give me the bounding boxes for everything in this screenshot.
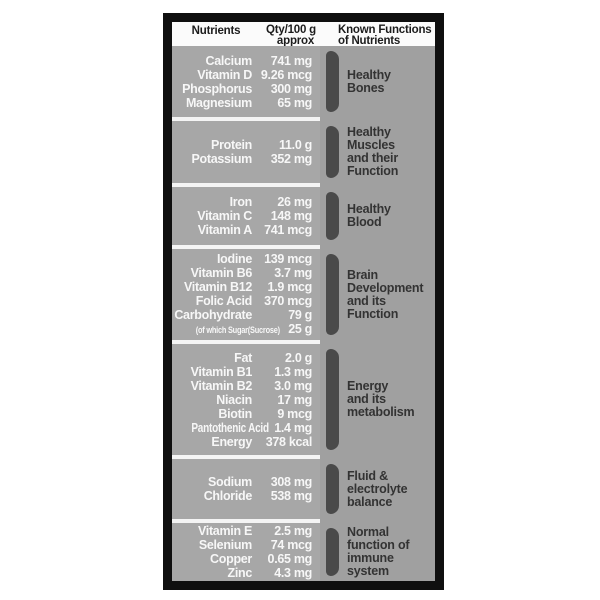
function-label-line: system — [347, 564, 389, 578]
function-label-line: and their — [347, 151, 398, 165]
function-label-line: Brain — [347, 267, 378, 282]
nutrient-row — [172, 538, 320, 552]
nutrient-value: 65 mg — [277, 95, 312, 110]
nutrient-section — [172, 523, 435, 581]
nutrient-name: Vitamin D — [197, 67, 252, 82]
nutrient-row — [172, 435, 320, 449]
nutrient-value: 25 g — [288, 321, 312, 336]
nutrient-name: Iron — [229, 195, 252, 209]
nutrient-name: Sodium — [207, 475, 252, 489]
nutrient-value: 74 mcg — [270, 538, 312, 552]
function-label-line: Blood — [347, 215, 382, 229]
nutrient-name: Phosphorus — [182, 81, 252, 96]
section-bracket-bar — [326, 51, 339, 112]
function-area — [320, 121, 435, 183]
nutrient-row — [172, 209, 320, 223]
section-bracket-bar — [326, 528, 339, 576]
nutrient-value: 1.4 mg — [274, 420, 312, 435]
function-area — [320, 46, 435, 117]
function-area — [320, 249, 435, 340]
nutrient-row — [172, 475, 320, 489]
nutrient-value: 378 kcal — [265, 434, 312, 449]
nutrient-row — [172, 96, 320, 110]
function-label-line: Function — [347, 164, 399, 178]
function-label — [347, 126, 398, 178]
nutrient-panel — [172, 249, 320, 340]
nutrient-name: Calcium — [205, 53, 252, 68]
nutrient-row — [172, 489, 320, 503]
function-label-line: Muscles — [347, 138, 395, 152]
header-qty-column — [260, 25, 322, 46]
nutrient-value: 139 mcg — [264, 251, 312, 266]
nutrient-section — [172, 187, 435, 245]
nutrient-value: 300 mg — [270, 81, 312, 96]
nutrient-value: 11.0 g — [279, 138, 312, 152]
section-bracket-bar — [326, 464, 339, 514]
nutrient-value: 308 mg — [270, 475, 312, 489]
nutrient-panel — [172, 459, 320, 519]
nutrition-label — [163, 13, 444, 590]
function-label-line: function of — [347, 538, 410, 552]
nutrient-name: Zinc — [227, 566, 252, 580]
nutrient-value: 2.0 g — [285, 350, 312, 365]
nutrient-panel — [172, 187, 320, 245]
function-label — [347, 269, 423, 321]
function-label-line: and its — [347, 293, 386, 308]
nutrient-value: 26 mg — [277, 195, 312, 209]
function-label-line: Healthy — [347, 125, 391, 139]
function-label — [347, 203, 391, 229]
function-label-line: metabolism — [347, 405, 415, 419]
function-area — [320, 523, 435, 581]
nutrient-row — [172, 566, 320, 580]
section-bracket-bar — [326, 349, 339, 450]
nutrient-panel — [172, 344, 320, 455]
nutrient-name: Vitamin B6 — [190, 265, 252, 280]
nutrient-value: 9.26 mcg — [260, 67, 312, 82]
function-label-line: balance — [347, 494, 393, 509]
nutrient-name: (of which Sugar(Sucrose) — [195, 324, 280, 336]
nutrient-name: Chloride — [203, 489, 252, 503]
nutrient-name: Copper — [210, 552, 252, 566]
header-qty-line1: Qty/100 g — [266, 24, 316, 36]
nutrient-value: 741 mg — [270, 53, 312, 68]
nutrient-panel — [172, 46, 320, 117]
function-label — [347, 380, 414, 419]
function-label — [347, 69, 391, 95]
header-functions-line2: of Nutrients — [338, 34, 401, 47]
nutrient-value: 0.65 mg — [267, 552, 312, 566]
nutrient-row — [172, 351, 320, 365]
nutrient-row — [172, 68, 320, 82]
label-body — [172, 46, 435, 581]
nutrient-value: 3.7 mg — [274, 265, 312, 280]
nutrient-value: 3.0 mg — [274, 378, 312, 393]
function-label-line: Healthy — [347, 202, 391, 216]
nutrient-value: 79 g — [288, 307, 312, 322]
nutrient-name: Energy — [211, 434, 252, 449]
function-area — [320, 187, 435, 245]
function-label-line: Bones — [347, 80, 385, 95]
function-label-line: electrolyte — [347, 481, 408, 496]
nutrient-name: Folic Acid — [195, 293, 252, 308]
nutrient-value: 148 mg — [270, 209, 312, 223]
header-qty-line2: approx — [276, 34, 315, 47]
function-label-line: Function — [347, 306, 399, 321]
function-label-line: immune — [347, 551, 394, 565]
nutrient-value: 352 mg — [270, 152, 312, 166]
nutrient-row — [172, 195, 320, 209]
nutrient-section — [172, 249, 435, 340]
nutrient-name: Potassium — [191, 152, 252, 166]
nutrient-row — [172, 393, 320, 407]
nutrient-name: Biotin — [218, 406, 252, 421]
nutrient-panel — [172, 523, 320, 581]
nutrient-name: Vitamin A — [197, 223, 252, 237]
label-header — [172, 22, 435, 46]
function-label — [347, 526, 409, 578]
section-bracket-bar — [326, 254, 339, 335]
nutrient-value: 17 mg — [277, 392, 312, 407]
function-label-line: Development — [347, 280, 424, 295]
header-functions-line1: Known Functions — [338, 24, 432, 36]
nutrient-row — [172, 252, 320, 266]
nutrient-row — [172, 54, 320, 68]
nutrient-name: Iodine — [216, 251, 252, 266]
function-area — [320, 344, 435, 455]
nutrient-value: 370 mcg — [264, 293, 312, 308]
function-label-line: Normal — [347, 525, 389, 539]
nutrient-row — [172, 152, 320, 166]
nutrient-value: 1.9 mcg — [267, 279, 312, 294]
nutrient-name: Pantothenic Acid — [191, 420, 269, 435]
nutrient-row — [172, 82, 320, 96]
header-functions-column — [338, 25, 435, 46]
nutrient-value: 4.3 mg — [274, 566, 312, 580]
nutrient-name: Protein — [211, 138, 252, 152]
nutrient-row — [172, 223, 320, 237]
nutrient-row — [172, 379, 320, 393]
nutrient-name: Vitamin B2 — [190, 378, 252, 393]
nutrient-row — [172, 524, 320, 538]
nutrient-row — [172, 365, 320, 379]
function-area — [320, 459, 435, 519]
nutrient-name: Magnesium — [185, 95, 252, 110]
nutrient-row — [172, 266, 320, 280]
section-bracket-bar — [326, 192, 339, 240]
header-nutrients-label: Nutrients — [191, 25, 241, 37]
nutrient-row — [172, 308, 320, 322]
nutrient-row — [172, 280, 320, 294]
nutrient-section — [172, 121, 435, 183]
nutrient-value: 1.3 mg — [274, 364, 312, 379]
nutrient-section — [172, 459, 435, 519]
nutrient-panel — [172, 121, 320, 183]
nutrient-value: 538 mg — [270, 489, 312, 503]
nutrient-row — [172, 421, 320, 435]
nutrient-name: Selenium — [198, 538, 252, 552]
function-label-line: Fluid & — [347, 468, 388, 483]
nutrient-row — [172, 552, 320, 566]
nutrient-name: Vitamin B12 — [183, 279, 252, 294]
function-label-line: Healthy — [347, 67, 391, 82]
nutrient-value: 9 mcg — [277, 406, 312, 421]
nutrient-name: Niacin — [216, 392, 252, 407]
nutrient-name: Vitamin C — [197, 209, 252, 223]
nutrient-name: Carbohydrate — [174, 307, 252, 322]
nutrient-value: 741 mcg — [264, 223, 312, 237]
header-nutrients-column — [172, 25, 260, 37]
nutrient-row — [172, 294, 320, 308]
nutrient-name: Vitamin B1 — [190, 364, 252, 379]
nutrient-value: 2.5 mg — [274, 524, 312, 538]
nutrient-name: Vitamin E — [197, 524, 252, 538]
nutrient-name: Fat — [234, 350, 252, 365]
nutrient-section — [172, 46, 435, 117]
nutrient-section — [172, 344, 435, 455]
nutrient-row — [172, 407, 320, 421]
function-label — [347, 470, 407, 509]
section-bracket-bar — [326, 126, 339, 178]
nutrient-row — [172, 322, 320, 338]
function-label-line: and its — [347, 392, 386, 406]
nutrient-row — [172, 138, 320, 152]
function-label-line: Energy — [347, 379, 389, 393]
